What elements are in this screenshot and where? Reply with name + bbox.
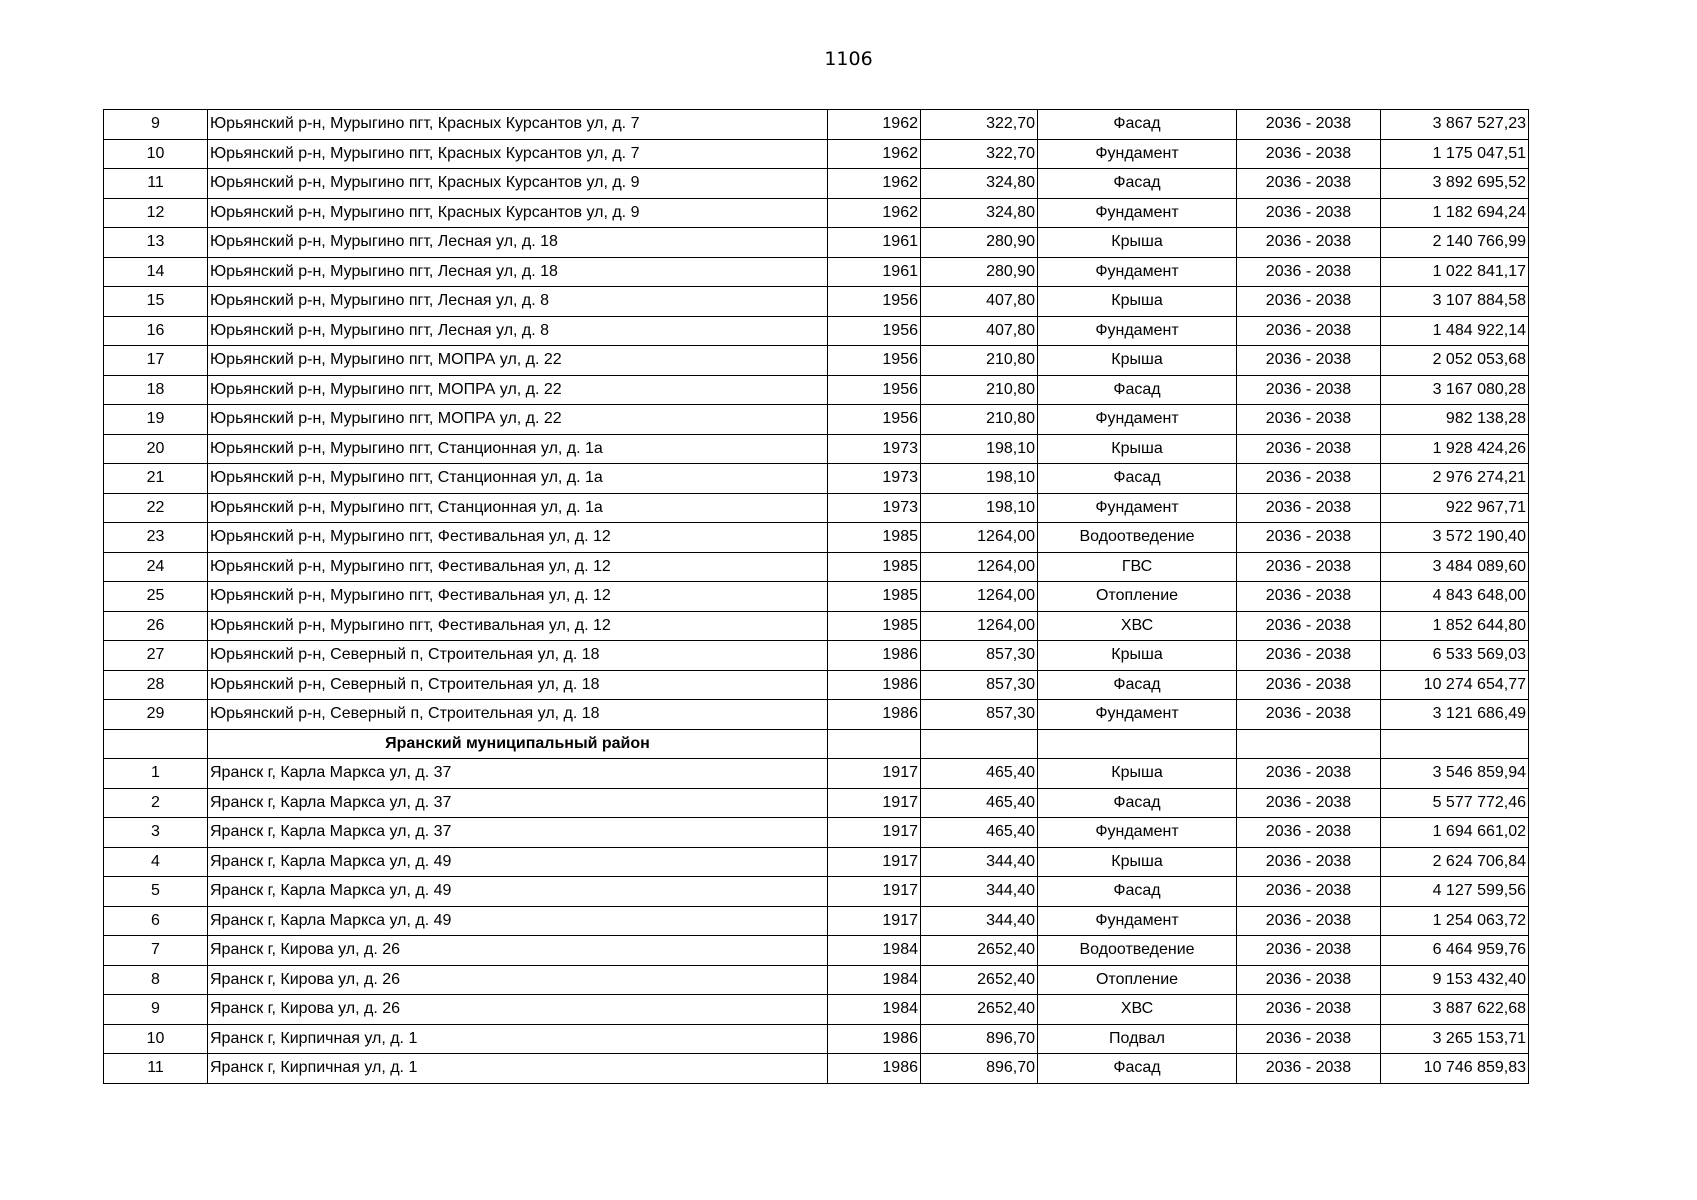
row-number-cell: 21	[104, 464, 208, 494]
table-row	[104, 818, 1529, 848]
table-body	[104, 110, 1529, 1084]
area-cell: 344,40	[921, 906, 1038, 936]
period-cell: 2036 - 2038	[1237, 110, 1381, 140]
cost-cell: 3 892 695,52	[1381, 169, 1529, 199]
build-year-cell: 1986	[828, 700, 921, 730]
area-cell: 2652,40	[921, 936, 1038, 966]
build-year-cell: 1917	[828, 847, 921, 877]
section-title-cell: Яранский муниципальный район	[208, 729, 828, 759]
table-row	[104, 257, 1529, 287]
cost-cell: 6 464 959,76	[1381, 936, 1529, 966]
address-cell: Яранск г, Кирова ул, д. 26	[208, 965, 828, 995]
row-number-cell: 19	[104, 405, 208, 435]
period-cell: 2036 - 2038	[1237, 995, 1381, 1025]
work-type-cell: Подвал	[1038, 1024, 1237, 1054]
table-row	[104, 670, 1529, 700]
cost-cell: 5 577 772,46	[1381, 788, 1529, 818]
table-row	[104, 611, 1529, 641]
cost-cell: 3 121 686,49	[1381, 700, 1529, 730]
row-number-cell: 7	[104, 936, 208, 966]
period-cell: 2036 - 2038	[1237, 906, 1381, 936]
build-year-cell: 1985	[828, 523, 921, 553]
address-cell: Юрьянский р-н, Мурыгино пгт, Станционная ул, д. 1а	[208, 493, 828, 523]
row-number-cell: 22	[104, 493, 208, 523]
cost-cell: 922 967,71	[1381, 493, 1529, 523]
build-year-cell: 1973	[828, 493, 921, 523]
address-cell: Яранск г, Кирова ул, д. 26	[208, 995, 828, 1025]
address-cell: Юрьянский р-н, Мурыгино пгт, Лесная ул, д. 18	[208, 257, 828, 287]
cost-cell: 982 138,28	[1381, 405, 1529, 435]
row-number-cell: 10	[104, 139, 208, 169]
work-type-cell: Фасад	[1038, 169, 1237, 199]
cost-cell: 2 140 766,99	[1381, 228, 1529, 258]
work-type-cell: Фундамент	[1038, 700, 1237, 730]
table-row	[104, 434, 1529, 464]
work-type-cell: Крыша	[1038, 759, 1237, 789]
area-cell: 322,70	[921, 139, 1038, 169]
build-year-cell: 1985	[828, 552, 921, 582]
period-cell: 2036 - 2038	[1237, 287, 1381, 317]
table-row	[104, 228, 1529, 258]
work-type-cell: Фундамент	[1038, 906, 1237, 936]
work-type-cell: Фундамент	[1038, 818, 1237, 848]
area-cell: 465,40	[921, 759, 1038, 789]
row-number-cell: 5	[104, 877, 208, 907]
work-type-cell: Фундамент	[1038, 257, 1237, 287]
work-type-cell: ГВС	[1038, 552, 1237, 582]
work-type-cell: Фундамент	[1038, 316, 1237, 346]
cost-cell: 3 265 153,71	[1381, 1024, 1529, 1054]
area-cell: 1264,00	[921, 611, 1038, 641]
address-cell: Яранск г, Карла Маркса ул, д. 37	[208, 759, 828, 789]
area-cell: 465,40	[921, 788, 1038, 818]
period-cell: 2036 - 2038	[1237, 936, 1381, 966]
address-cell: Юрьянский р-н, Мурыгино пгт, Красных Курсантов ул, д. 9	[208, 198, 828, 228]
table-row	[104, 139, 1529, 169]
period-cell: 2036 - 2038	[1237, 316, 1381, 346]
period-cell: 2036 - 2038	[1237, 405, 1381, 435]
row-number-cell: 3	[104, 818, 208, 848]
area-cell: 407,80	[921, 316, 1038, 346]
work-type-cell: Фасад	[1038, 788, 1237, 818]
period-cell: 2036 - 2038	[1237, 552, 1381, 582]
cost-cell: 1 022 841,17	[1381, 257, 1529, 287]
cost-cell: 1 484 922,14	[1381, 316, 1529, 346]
build-year-cell	[828, 729, 921, 759]
work-type-cell: ХВС	[1038, 611, 1237, 641]
build-year-cell: 1956	[828, 287, 921, 317]
table-row	[104, 1054, 1529, 1084]
table-row	[104, 316, 1529, 346]
period-cell: 2036 - 2038	[1237, 493, 1381, 523]
table-row	[104, 552, 1529, 582]
repair-schedule-table	[103, 109, 1529, 1084]
cost-cell: 1 852 644,80	[1381, 611, 1529, 641]
cost-cell: 6 533 569,03	[1381, 641, 1529, 671]
work-type-cell: Фундамент	[1038, 139, 1237, 169]
period-cell: 2036 - 2038	[1237, 611, 1381, 641]
row-number-cell: 6	[104, 906, 208, 936]
build-year-cell: 1956	[828, 405, 921, 435]
work-type-cell: Крыша	[1038, 641, 1237, 671]
row-number-cell: 17	[104, 346, 208, 376]
address-cell: Яранск г, Карла Маркса ул, д. 37	[208, 818, 828, 848]
row-number-cell	[104, 729, 208, 759]
table-row	[104, 877, 1529, 907]
address-cell: Юрьянский р-н, Мурыгино пгт, МОПРА ул, д. 22	[208, 375, 828, 405]
area-cell: 1264,00	[921, 582, 1038, 612]
build-year-cell: 1961	[828, 228, 921, 258]
address-cell: Яранск г, Кирова ул, д. 26	[208, 936, 828, 966]
address-cell: Юрьянский р-н, Мурыгино пгт, Лесная ул, д. 8	[208, 287, 828, 317]
area-cell: 324,80	[921, 169, 1038, 199]
work-type-cell: Фасад	[1038, 1054, 1237, 1084]
table-row	[104, 1024, 1529, 1054]
work-type-cell: Фасад	[1038, 464, 1237, 494]
table-row	[104, 641, 1529, 671]
table-row	[104, 995, 1529, 1025]
row-number-cell: 11	[104, 169, 208, 199]
cost-cell: 1 175 047,51	[1381, 139, 1529, 169]
build-year-cell: 1917	[828, 759, 921, 789]
work-type-cell: Водоотведение	[1038, 523, 1237, 553]
table-row	[104, 110, 1529, 140]
cost-cell: 3 484 089,60	[1381, 552, 1529, 582]
period-cell: 2036 - 2038	[1237, 788, 1381, 818]
row-number-cell: 28	[104, 670, 208, 700]
period-cell: 2036 - 2038	[1237, 375, 1381, 405]
table-row	[104, 936, 1529, 966]
period-cell: 2036 - 2038	[1237, 877, 1381, 907]
work-type-cell: Крыша	[1038, 434, 1237, 464]
table-row	[104, 198, 1529, 228]
address-cell: Яранск г, Карла Маркса ул, д. 37	[208, 788, 828, 818]
cost-cell: 1 182 694,24	[1381, 198, 1529, 228]
row-number-cell: 10	[104, 1024, 208, 1054]
period-cell: 2036 - 2038	[1237, 670, 1381, 700]
address-cell: Юрьянский р-н, Мурыгино пгт, Фестивальная ул, д. 12	[208, 582, 828, 612]
cost-cell: 10 746 859,83	[1381, 1054, 1529, 1084]
row-number-cell: 24	[104, 552, 208, 582]
build-year-cell: 1985	[828, 582, 921, 612]
address-cell: Яранск г, Карла Маркса ул, д. 49	[208, 906, 828, 936]
area-cell: 2652,40	[921, 995, 1038, 1025]
table-row	[104, 582, 1529, 612]
build-year-cell: 1986	[828, 641, 921, 671]
work-type-cell: Фундамент	[1038, 405, 1237, 435]
table-row	[104, 700, 1529, 730]
row-number-cell: 8	[104, 965, 208, 995]
row-number-cell: 13	[104, 228, 208, 258]
period-cell: 2036 - 2038	[1237, 700, 1381, 730]
row-number-cell: 11	[104, 1054, 208, 1084]
address-cell: Юрьянский р-н, Мурыгино пгт, Красных Курсантов ул, д. 7	[208, 110, 828, 140]
area-cell: 896,70	[921, 1054, 1038, 1084]
address-cell: Юрьянский р-н, Мурыгино пгт, Красных Курсантов ул, д. 7	[208, 139, 828, 169]
period-cell: 2036 - 2038	[1237, 434, 1381, 464]
address-cell: Юрьянский р-н, Северный п, Строительная ул, д. 18	[208, 700, 828, 730]
area-cell: 344,40	[921, 877, 1038, 907]
address-cell: Юрьянский р-н, Северный п, Строительная ул, д. 18	[208, 670, 828, 700]
build-year-cell: 1985	[828, 611, 921, 641]
work-type-cell: Отопление	[1038, 965, 1237, 995]
table-row	[104, 375, 1529, 405]
area-cell: 280,90	[921, 228, 1038, 258]
build-year-cell: 1984	[828, 965, 921, 995]
table-row	[104, 346, 1529, 376]
area-cell: 324,80	[921, 198, 1038, 228]
row-number-cell: 1	[104, 759, 208, 789]
page-number: 1106	[824, 48, 873, 70]
period-cell: 2036 - 2038	[1237, 847, 1381, 877]
table-row	[104, 464, 1529, 494]
build-year-cell: 1962	[828, 110, 921, 140]
period-cell: 2036 - 2038	[1237, 257, 1381, 287]
cost-cell: 2 976 274,21	[1381, 464, 1529, 494]
cost-cell: 2 052 053,68	[1381, 346, 1529, 376]
build-year-cell: 1986	[828, 1054, 921, 1084]
build-year-cell: 1973	[828, 434, 921, 464]
cost-cell: 3 867 527,23	[1381, 110, 1529, 140]
period-cell: 2036 - 2038	[1237, 818, 1381, 848]
period-cell: 2036 - 2038	[1237, 198, 1381, 228]
area-cell: 2652,40	[921, 965, 1038, 995]
row-number-cell: 14	[104, 257, 208, 287]
cost-cell: 3 572 190,40	[1381, 523, 1529, 553]
table-row	[104, 847, 1529, 877]
area-cell: 198,10	[921, 434, 1038, 464]
period-cell: 2036 - 2038	[1237, 759, 1381, 789]
build-year-cell: 1962	[828, 198, 921, 228]
build-year-cell: 1917	[828, 877, 921, 907]
cost-cell: 1 928 424,26	[1381, 434, 1529, 464]
cost-cell: 4 843 648,00	[1381, 582, 1529, 612]
row-number-cell: 27	[104, 641, 208, 671]
address-cell: Юрьянский р-н, Мурыгино пгт, Станционная ул, д. 1а	[208, 464, 828, 494]
table-row	[104, 965, 1529, 995]
cost-cell: 3 546 859,94	[1381, 759, 1529, 789]
address-cell: Юрьянский р-н, Мурыгино пгт, Станционная ул, д. 1а	[208, 434, 828, 464]
area-cell: 1264,00	[921, 523, 1038, 553]
row-number-cell: 9	[104, 110, 208, 140]
work-type-cell: Водоотведение	[1038, 936, 1237, 966]
period-cell: 2036 - 2038	[1237, 965, 1381, 995]
row-number-cell: 15	[104, 287, 208, 317]
area-cell: 344,40	[921, 847, 1038, 877]
work-type-cell: Фасад	[1038, 670, 1237, 700]
cost-cell: 3 167 080,28	[1381, 375, 1529, 405]
table-row	[104, 523, 1529, 553]
area-cell: 896,70	[921, 1024, 1038, 1054]
cost-cell: 2 624 706,84	[1381, 847, 1529, 877]
address-cell: Юрьянский р-н, Мурыгино пгт, Красных Курсантов ул, д. 9	[208, 169, 828, 199]
address-cell: Яранск г, Кирпичная ул, д. 1	[208, 1054, 828, 1084]
area-cell: 857,30	[921, 670, 1038, 700]
work-type-cell: Крыша	[1038, 346, 1237, 376]
table-row	[104, 759, 1529, 789]
cost-cell: 9 153 432,40	[1381, 965, 1529, 995]
build-year-cell: 1973	[828, 464, 921, 494]
work-type-cell: Крыша	[1038, 228, 1237, 258]
row-number-cell: 2	[104, 788, 208, 818]
cost-cell: 4 127 599,56	[1381, 877, 1529, 907]
work-type-cell: Крыша	[1038, 847, 1237, 877]
table-row	[104, 788, 1529, 818]
build-year-cell: 1917	[828, 788, 921, 818]
address-cell: Яранск г, Карла Маркса ул, д. 49	[208, 877, 828, 907]
area-cell: 198,10	[921, 493, 1038, 523]
period-cell: 2036 - 2038	[1237, 228, 1381, 258]
section-header-row	[104, 729, 1529, 759]
area-cell: 857,30	[921, 700, 1038, 730]
area-cell: 210,80	[921, 346, 1038, 376]
build-year-cell: 1956	[828, 346, 921, 376]
period-cell: 2036 - 2038	[1237, 169, 1381, 199]
row-number-cell: 29	[104, 700, 208, 730]
work-type-cell: ХВС	[1038, 995, 1237, 1025]
work-type-cell: Фундамент	[1038, 493, 1237, 523]
period-cell: 2036 - 2038	[1237, 1054, 1381, 1084]
row-number-cell: 20	[104, 434, 208, 464]
address-cell: Яранск г, Кирпичная ул, д. 1	[208, 1024, 828, 1054]
build-year-cell: 1956	[828, 316, 921, 346]
row-number-cell: 26	[104, 611, 208, 641]
table-row	[104, 169, 1529, 199]
period-cell: 2036 - 2038	[1237, 641, 1381, 671]
area-cell: 322,70	[921, 110, 1038, 140]
row-number-cell: 23	[104, 523, 208, 553]
period-cell: 2036 - 2038	[1237, 523, 1381, 553]
address-cell: Юрьянский р-н, Мурыгино пгт, Фестивальная ул, д. 12	[208, 552, 828, 582]
work-type-cell: Фасад	[1038, 877, 1237, 907]
cost-cell: 10 274 654,77	[1381, 670, 1529, 700]
row-number-cell: 18	[104, 375, 208, 405]
build-year-cell: 1984	[828, 936, 921, 966]
build-year-cell: 1984	[828, 995, 921, 1025]
work-type-cell: Крыша	[1038, 287, 1237, 317]
build-year-cell: 1962	[828, 169, 921, 199]
period-cell: 2036 - 2038	[1237, 582, 1381, 612]
area-cell: 857,30	[921, 641, 1038, 671]
area-cell: 280,90	[921, 257, 1038, 287]
build-year-cell: 1956	[828, 375, 921, 405]
build-year-cell: 1917	[828, 906, 921, 936]
area-cell: 1264,00	[921, 552, 1038, 582]
table-row	[104, 405, 1529, 435]
area-cell: 198,10	[921, 464, 1038, 494]
cost-cell	[1381, 729, 1529, 759]
work-type-cell	[1038, 729, 1237, 759]
row-number-cell: 12	[104, 198, 208, 228]
area-cell	[921, 729, 1038, 759]
work-type-cell: Фасад	[1038, 110, 1237, 140]
table-row	[104, 906, 1529, 936]
address-cell: Юрьянский р-н, Мурыгино пгт, МОПРА ул, д. 22	[208, 405, 828, 435]
table-row	[104, 493, 1529, 523]
area-cell: 407,80	[921, 287, 1038, 317]
address-cell: Юрьянский р-н, Мурыгино пгт, Фестивальная ул, д. 12	[208, 611, 828, 641]
cost-cell: 1 254 063,72	[1381, 906, 1529, 936]
address-cell: Юрьянский р-н, Северный п, Строительная ул, д. 18	[208, 641, 828, 671]
cost-cell: 3 887 622,68	[1381, 995, 1529, 1025]
row-number-cell: 9	[104, 995, 208, 1025]
work-type-cell: Фасад	[1038, 375, 1237, 405]
work-type-cell: Отопление	[1038, 582, 1237, 612]
address-cell: Юрьянский р-н, Мурыгино пгт, Лесная ул, д. 8	[208, 316, 828, 346]
address-cell: Юрьянский р-н, Мурыгино пгт, МОПРА ул, д. 22	[208, 346, 828, 376]
area-cell: 465,40	[921, 818, 1038, 848]
build-year-cell: 1917	[828, 818, 921, 848]
work-type-cell: Фундамент	[1038, 198, 1237, 228]
period-cell: 2036 - 2038	[1237, 464, 1381, 494]
address-cell: Юрьянский р-н, Мурыгино пгт, Лесная ул, д. 18	[208, 228, 828, 258]
row-number-cell: 16	[104, 316, 208, 346]
build-year-cell: 1986	[828, 1024, 921, 1054]
period-cell: 2036 - 2038	[1237, 1024, 1381, 1054]
build-year-cell: 1962	[828, 139, 921, 169]
period-cell: 2036 - 2038	[1237, 346, 1381, 376]
area-cell: 210,80	[921, 405, 1038, 435]
period-cell: 2036 - 2038	[1237, 139, 1381, 169]
cost-cell: 3 107 884,58	[1381, 287, 1529, 317]
period-cell	[1237, 729, 1381, 759]
row-number-cell: 4	[104, 847, 208, 877]
area-cell: 210,80	[921, 375, 1038, 405]
build-year-cell: 1961	[828, 257, 921, 287]
cost-cell: 1 694 661,02	[1381, 818, 1529, 848]
address-cell: Юрьянский р-н, Мурыгино пгт, Фестивальная ул, д. 12	[208, 523, 828, 553]
table-row	[104, 287, 1529, 317]
build-year-cell: 1986	[828, 670, 921, 700]
address-cell: Яранск г, Карла Маркса ул, д. 49	[208, 847, 828, 877]
row-number-cell: 25	[104, 582, 208, 612]
